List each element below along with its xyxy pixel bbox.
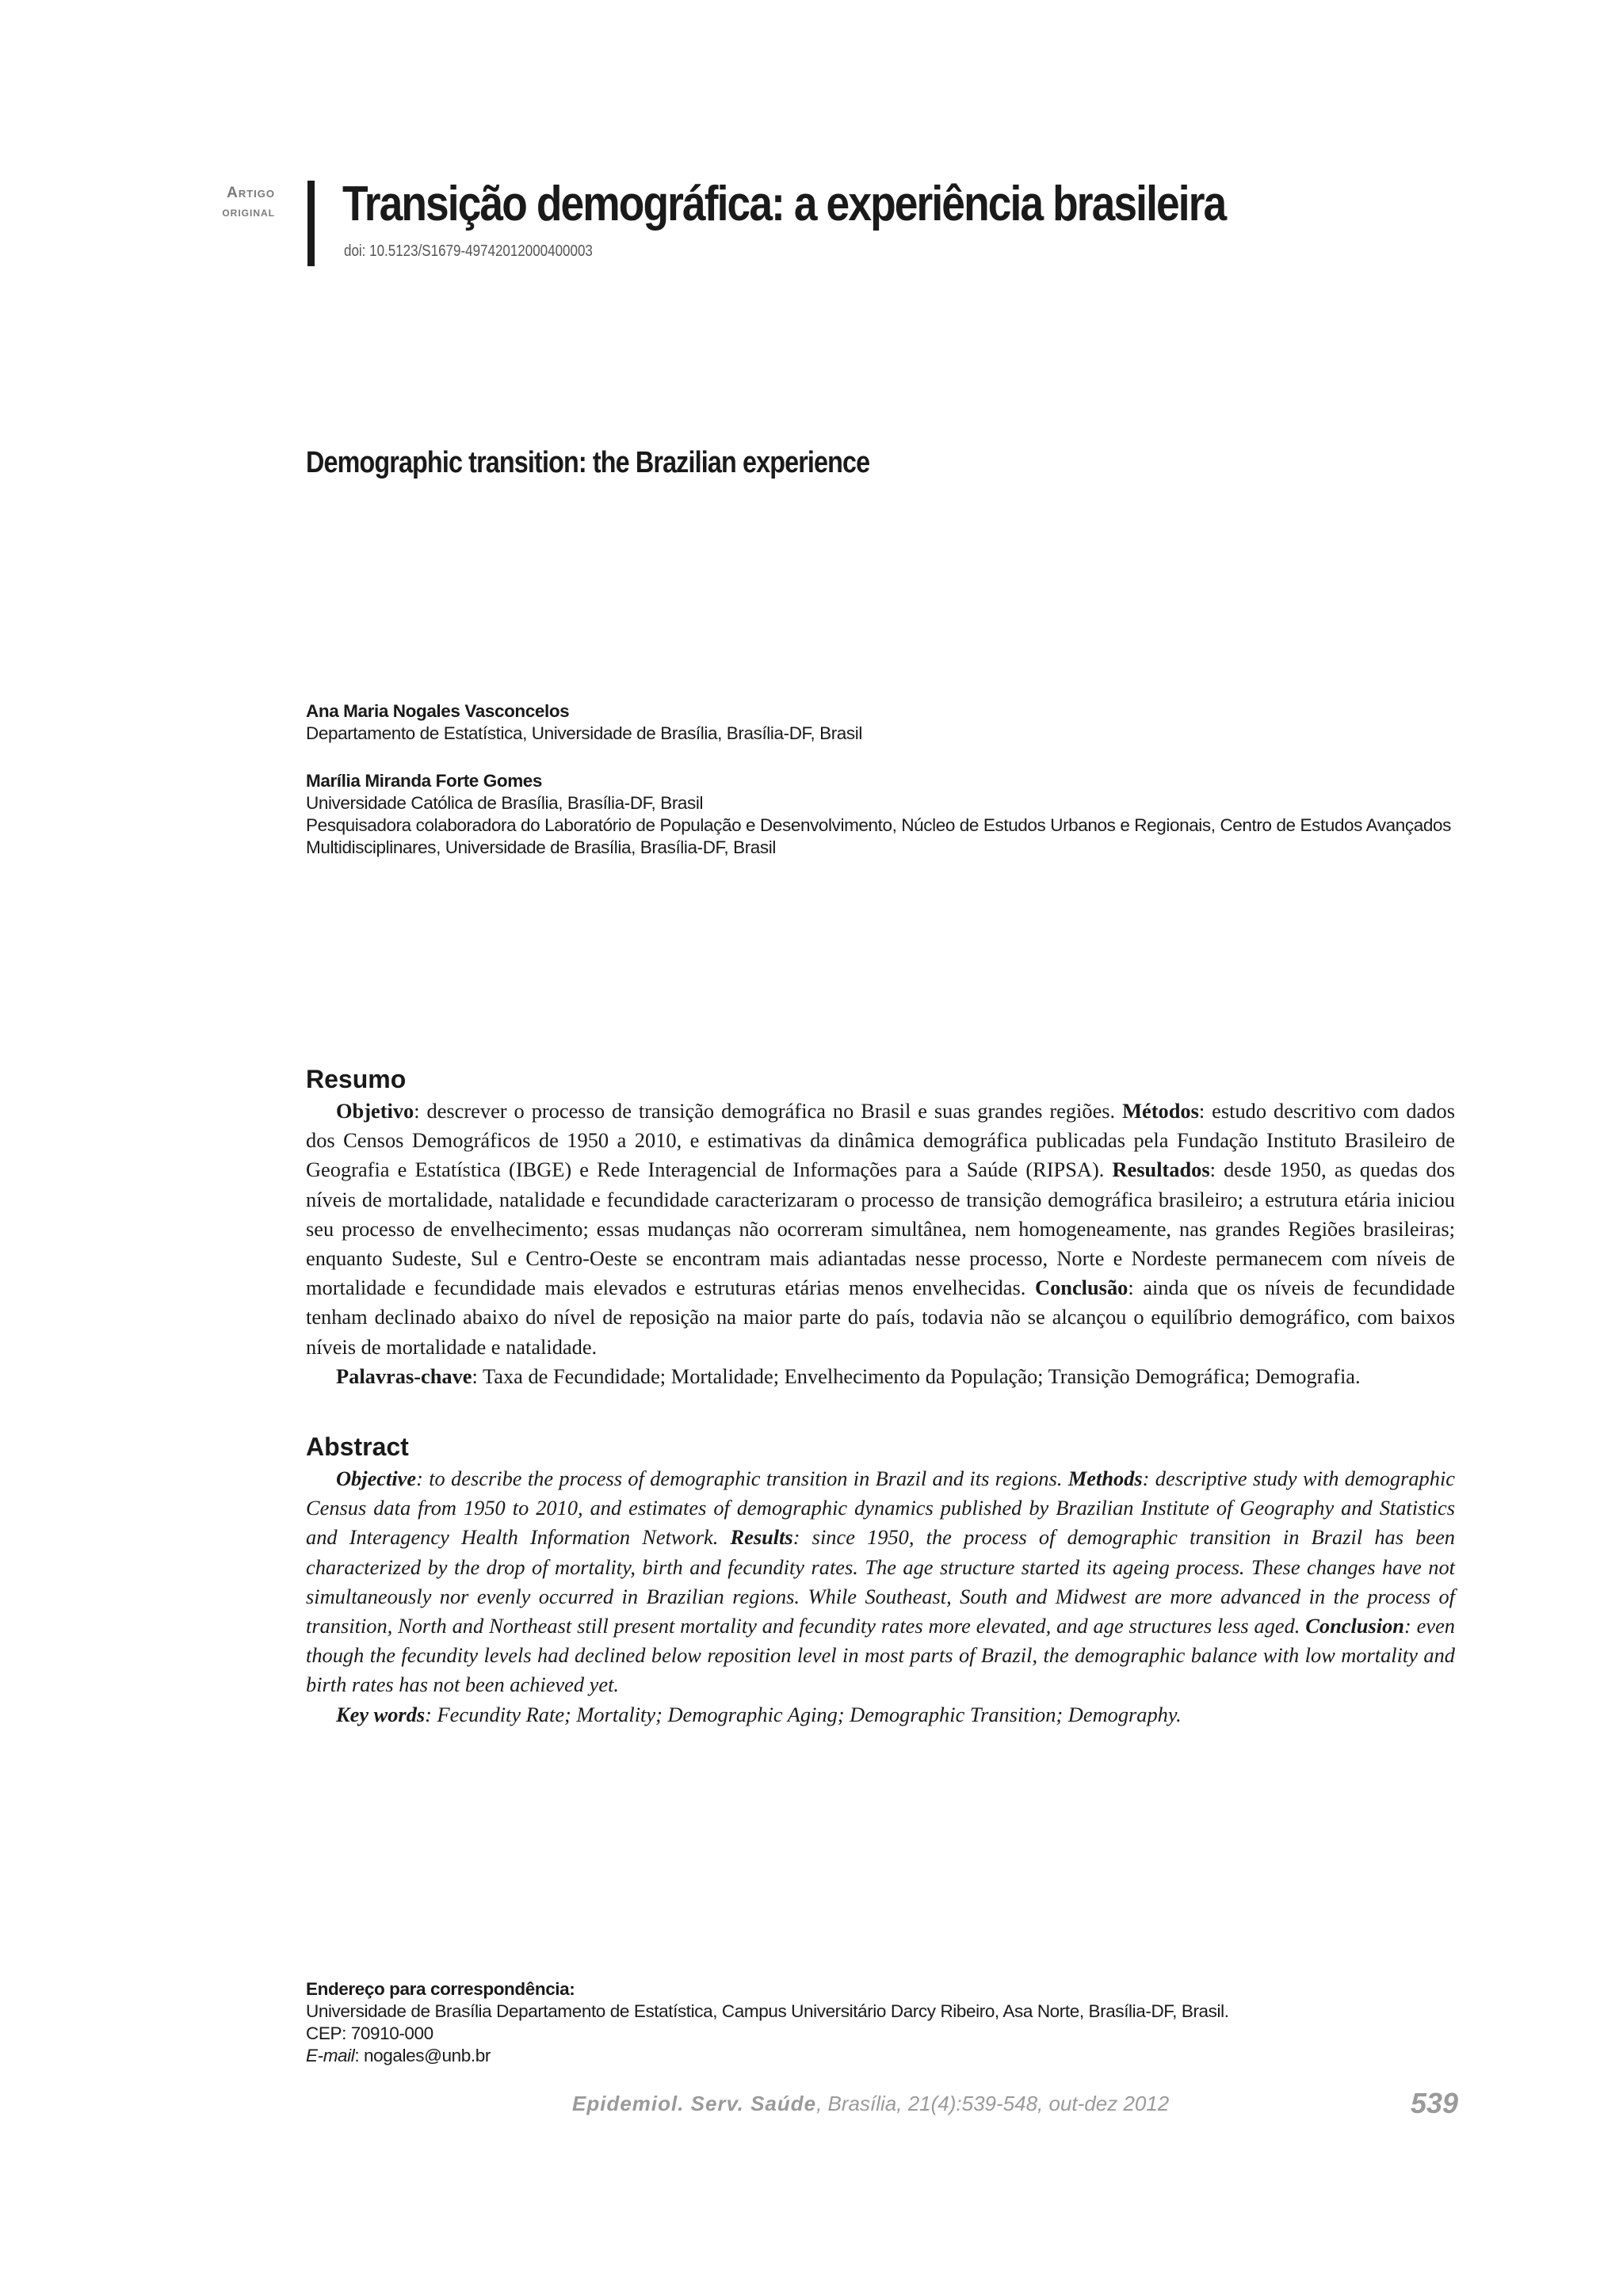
abstract-keywords xyxy=(306,1700,1455,1730)
correspondence-heading: Endereço para correspondência: xyxy=(306,1979,575,1999)
abstract-paragraph xyxy=(306,1464,1455,1700)
abstract-conclusion-label: Conclusion xyxy=(1305,1614,1404,1638)
correspondence-block xyxy=(306,1978,1463,2067)
resumo-resultados-text: : desde 1950, as quedas dos níveis de mortalidade, natalidade e fecundidade caracterizaram o processo de transição demográfica brasileiro; a estrutura etária iniciou seu processo de envelhecimento; essas mudanças não ocorreram simultânea, nem homogeneamente, nas grandes Regiões brasileiras; enquanto Sudeste, Sul e Centro-Oeste se encontram mais adiantadas nesse processo, Norte e Nordeste permanecem com níveis de mortalidade e fecundidade mais elevados e estruturas etárias menos envelhecidas. xyxy=(306,1158,1455,1300)
abstract-body xyxy=(306,1464,1455,1730)
article-type-label xyxy=(164,184,275,222)
footer-journal-name: Epidemiol. Serv. Saúde xyxy=(572,2092,817,2115)
footer-citation xyxy=(572,2092,1169,2116)
email-label: E-mail xyxy=(306,2046,355,2065)
footer-citation-text: , Brasília, 21(4):539-548, out-dez 2012 xyxy=(816,2092,1170,2115)
resumo-heading: Resumo xyxy=(306,1065,407,1093)
english-title: Demographic transition: the Brazilian experience xyxy=(306,446,870,479)
article-type-line1: Artigo xyxy=(227,185,275,201)
correspondence-cep: CEP: 70910-000 xyxy=(306,2023,433,2043)
abstract-objective-label: Objective xyxy=(336,1466,417,1490)
author-affiliation: Departamento de Estatística, Universidade de Brasília, Brasília-DF, Brasil xyxy=(306,723,862,743)
correspondence-address: Universidade de Brasília Departamento de Estatística, Campus Universitário Darcy Ribeiro, Asa Norte, Brasília-DF, Brasil. xyxy=(306,2001,1229,2021)
resumo-conclusao-label: Conclusão xyxy=(1035,1276,1128,1300)
abstract-keywords-label: Key words xyxy=(336,1702,426,1726)
resumo-paragraph xyxy=(306,1097,1455,1362)
author-name: Marília Miranda Forte Gomes xyxy=(306,771,543,791)
email-address[interactable]: : nogales@unb.br xyxy=(354,2046,491,2065)
author-affiliation: Universidade Católica de Brasília, Brasília-DF, Brasil xyxy=(306,793,704,813)
authors-block xyxy=(306,700,1463,859)
abstract-keywords-text: : Fecundity Rate; Mortality; Demographic Aging; Demographic Transition; Demography. xyxy=(425,1702,1182,1726)
resumo-metodos-text: : estudo descritivo com dados dos Censos Demográficos de 1950 a 2010, e estimativas da dinâmica demográfica publicadas pela Fundação Instituto Brasileiro de Geografia e Estatística (IBGE) e Rede Interagencial de Informações para a Saúde (RIPSA). xyxy=(306,1099,1455,1182)
resumo-resultados-label: Resultados xyxy=(1112,1158,1210,1182)
correspondence-email xyxy=(306,2045,1463,2067)
resumo-keywords xyxy=(306,1362,1455,1391)
resumo-body xyxy=(306,1097,1455,1391)
abstract-methods-text: : descriptive study with demographic Census data from 1950 to 2010, and estimates of demographic dynamics published by Brazilian Institute of Geography and Statistics and Interagency Health Information Network. xyxy=(306,1466,1455,1550)
resumo-keywords-text: : Taxa de Fecundidade; Mortalidade; Envelhecimento da População; Transição Demográfica; Demografia. xyxy=(472,1363,1361,1388)
resumo-objetivo-label: Objetivo xyxy=(336,1099,414,1123)
abstract-results-text: : since 1950, the process of demographic transition in Brazil has been characterized by the drop of mortality, birth and fecundity rates. The age structure started its ageing process. These changes have not simultaneously nor evenly occurred in Brazilian regions. While Southeast, South and Midwest are more advanced in the process of transition, North and Northeast still present mortality and fecundity rates more elevated, and age structures less aged. xyxy=(306,1525,1455,1638)
abstract-objective-text: : to describe the process of demographic transition in Brazil and its regions. xyxy=(416,1466,1068,1490)
page-number: 539 xyxy=(1411,2087,1459,2119)
doi-link[interactable]: doi: 10.5123/S1679-49742012000400003 xyxy=(344,242,593,260)
resumo-conclusao-text: : ainda que os níveis de fecundidade tenham declinado abaixo do nível de reposição na maior parte do país, todavia não se alcançou o equilíbrio demográfico, com baixos níveis de mortalidade e natalidade. xyxy=(306,1276,1455,1359)
resumo-keywords-label: Palavras-chave xyxy=(336,1363,472,1388)
resumo-metodos-label: Métodos xyxy=(1122,1099,1199,1123)
abstract-heading: Abstract xyxy=(306,1432,409,1461)
author-affiliation: Pesquisadora colaboradora do Laboratório de População e Desenvolvimento, Núcleo de Estudos Urbanos e Regionais, Centro de Estudos Avançados Multidisciplinares, Universidade de Brasília, Brasília-DF, Brasil xyxy=(306,815,1451,857)
article-type-line2: original xyxy=(222,204,275,219)
resumo-objetivo-text: : descrever o processo de transição demográfica no Brasil e suas grandes regiões. xyxy=(414,1099,1123,1123)
title-accent-bar xyxy=(307,181,315,266)
abstract-methods-label: Methods xyxy=(1067,1466,1143,1490)
abstract-conclusion-text: : even though the fecundity levels had declined below reposition level in most parts of Brazil, the demographic balance with low mortality and birth rates has not been achieved yet. xyxy=(306,1614,1455,1697)
abstract-results-label: Results xyxy=(730,1525,793,1550)
article-title: Transição demográfica: a experiência brasileira xyxy=(342,177,1226,231)
author-name: Ana Maria Nogales Vasconcelos xyxy=(306,701,570,721)
